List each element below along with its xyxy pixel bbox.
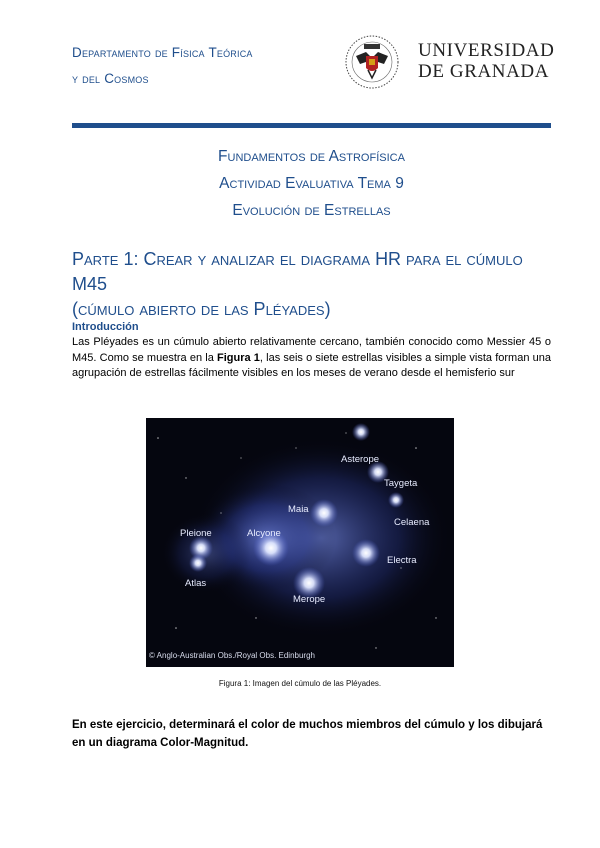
department-line-1: Departamento de Física Teórica	[72, 45, 253, 60]
introduction-heading: Introducción	[72, 321, 139, 333]
label-electra: Electra	[387, 555, 417, 566]
intro-text-part-1: Las Pléyades es un cúmulo abierto relativamente cercano, también conocido como Messier 45 o M45. Como se muestra en la	[72, 336, 551, 364]
department-name	[72, 40, 253, 92]
header-divider	[72, 123, 551, 128]
closing-paragraph: En este ejercicio, determinará el color de muchos miembros del cúmulo y los dibujará en un diagrama Color-Magnitud.	[72, 719, 543, 749]
label-taygeta: Taygeta	[384, 478, 418, 489]
course-title: Fundamentos de Astrofísica	[218, 148, 405, 165]
part-heading-line-2: (cúmulo abierto de las Pléyades)	[72, 299, 331, 319]
label-atlas: Atlas	[185, 578, 207, 589]
university-line-2: DE GRANADA	[418, 61, 550, 82]
label-merope: Merope	[293, 594, 326, 605]
department-line-2: y del Cosmos	[72, 71, 149, 86]
figure-reference: Figura 1	[217, 351, 260, 364]
university-logo	[344, 34, 556, 90]
activity-title: Actividad Evaluativa Tema 9	[219, 175, 404, 192]
pleiades-image	[146, 418, 454, 667]
university-line-1: UNIVERSIDAD	[418, 40, 555, 61]
introduction-paragraph	[72, 335, 551, 382]
part-heading	[72, 247, 551, 322]
university-crest-icon	[344, 34, 400, 90]
label-maia: Maia	[288, 504, 309, 515]
topic-title: Evolución de Estrellas	[232, 202, 391, 219]
label-alcyone: Alcyone	[247, 528, 281, 539]
photo-credit: © Anglo-Australian Obs./Royal Obs. Edinburgh	[149, 651, 315, 660]
document-titles	[72, 143, 551, 224]
part-heading-line-1: Parte 1: Crear y analizar el diagrama HR para el cúmulo M45	[72, 249, 523, 294]
label-pleione: Pleione	[180, 528, 212, 539]
pleiades-photo	[146, 418, 454, 667]
figure-caption: Figura 1: Imagen del cúmulo de las Pléyades.	[218, 679, 382, 688]
label-asterope: Asterope	[341, 454, 380, 465]
label-celaena: Celaena	[394, 517, 430, 528]
intro-text-part-2: , las seis o siete estrellas visibles a simple vista forman una agrupación de estrellas fácilmente visibles en los meses de verano desde el hemisferio sur	[72, 351, 551, 379]
